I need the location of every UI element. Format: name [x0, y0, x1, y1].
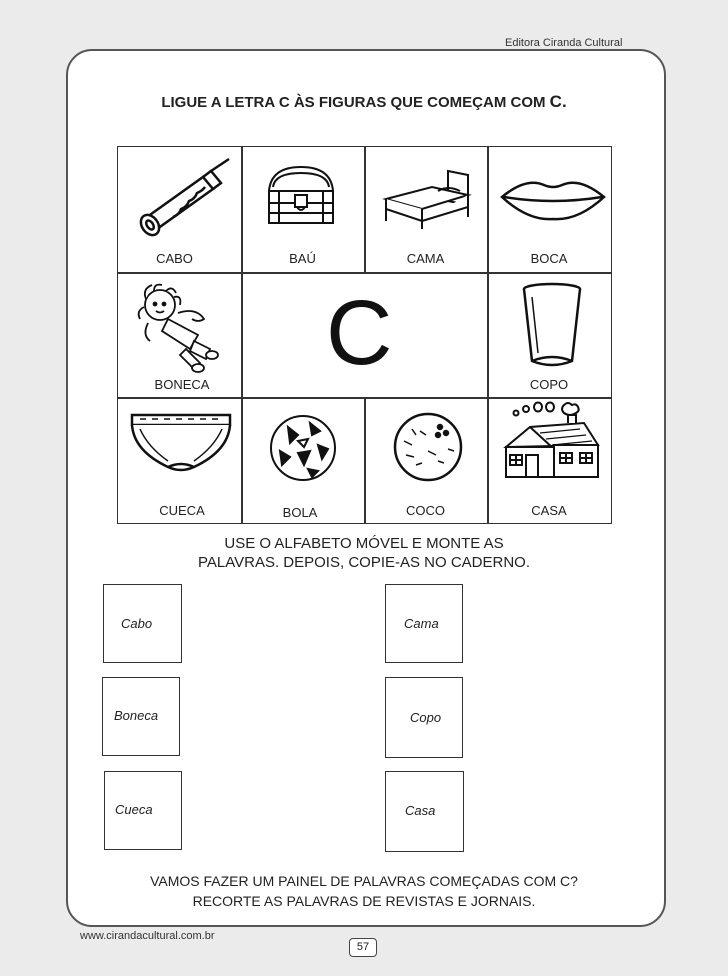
glass-icon — [518, 281, 586, 369]
page-title — [0, 92, 728, 112]
ball-icon — [268, 413, 338, 483]
handle-icon — [133, 155, 233, 245]
doll-icon — [132, 283, 232, 373]
grid-label-cabo: CABO — [156, 251, 193, 266]
grid-label-boca: BOCA — [530, 251, 568, 266]
grid-label-casa: CASA — [531, 503, 567, 518]
word-copo: Copo — [410, 710, 442, 725]
picture-grid — [117, 146, 612, 524]
house-icon — [500, 401, 604, 485]
center-letter: C — [326, 282, 393, 384]
grid-label-boneca: BONECA — [154, 377, 210, 392]
lips-icon — [498, 175, 608, 225]
grid-label-bola: BOLA — [282, 505, 318, 520]
grid-line — [241, 147, 243, 523]
word-cueca: Cueca — [115, 802, 153, 817]
instruction-line-2: PALAVRAS. DEPOIS, COPIE-AS NO CADERNO. — [197, 554, 531, 571]
underwear-icon — [128, 411, 234, 481]
grid-line — [487, 147, 489, 523]
coconut-icon — [392, 411, 464, 483]
grid-label-cueca: CUECA — [159, 503, 205, 518]
footer-line-2: RECORTE AS PALAVRAS DE REVISTAS E JORNAIS. — [192, 893, 536, 909]
title-text: LIGUE A LETRA C ÀS FIGURAS QUE COMEÇAM COM — [161, 94, 546, 111]
website-link: www.cirandacultural.com.br — [80, 930, 215, 942]
grid-label-bau: BAÚ — [289, 251, 316, 266]
word-cama: Cama — [404, 616, 439, 631]
grid-label-copo: COPO — [529, 377, 569, 392]
page-number: 57 — [349, 938, 377, 957]
grid-label-cama: CAMA — [406, 251, 445, 266]
word-boneca: Boneca — [114, 708, 159, 723]
title-letter: C. — [549, 92, 567, 111]
grid-line — [118, 397, 611, 399]
instruction-line-1: USE O ALFABETO MÓVEL E MONTE AS — [224, 535, 504, 552]
grid-line — [118, 272, 611, 274]
word-cabo: Cabo — [121, 616, 153, 631]
treasure-chest-icon — [261, 161, 341, 231]
footer-line-1: VAMOS FAZER UM PAINEL DE PALAVRAS COMEÇADAS COM C? — [150, 873, 578, 889]
grid-label-coco: COCO — [406, 503, 445, 518]
publisher-name: Editora Ciranda Cultural — [505, 37, 623, 49]
bed-icon — [380, 165, 472, 231]
word-casa: Casa — [405, 803, 436, 818]
